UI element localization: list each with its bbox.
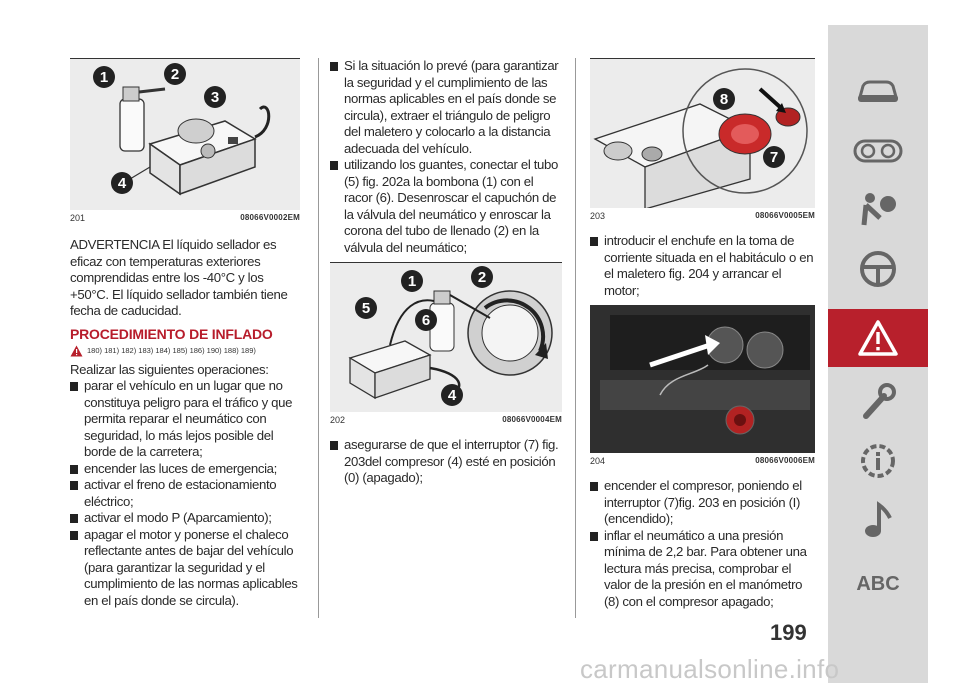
figure-201 xyxy=(70,58,300,210)
sidebar-item-emergency[interactable] xyxy=(828,309,928,367)
list-item: inflar el neumático a una presión mínima de 2,2 bar. Para obtener una lectura más precisa, comprobar el valor de la presión en el manómetro (8) con el compresor apagado; xyxy=(590,528,815,611)
column-1 xyxy=(70,58,300,609)
warning-paragraph: ADVERTENCIA El líquido sellador es eficaz con temperaturas exteriores comprendidas entre los -40°C y los +50°C. El líquido sellador también tiene fecha de caducidad. xyxy=(70,237,288,318)
list-item: asegurarse de que el interruptor (7) fig. 203del compresor (4) esté en posición (0) (apagado); xyxy=(330,437,562,487)
callout-2: 2 xyxy=(477,269,487,286)
callout-8: 8 xyxy=(719,91,729,108)
figure-code: 08066V0005EM xyxy=(755,211,815,220)
sidebar-item-technical[interactable] xyxy=(828,432,928,490)
compressor-switch-illustration xyxy=(590,59,815,208)
page-number: 199 xyxy=(770,620,807,645)
column-3 xyxy=(590,58,815,610)
car-icon xyxy=(855,77,901,107)
figure-caption-204 xyxy=(590,453,815,466)
sidebar-item-maintenance[interactable] xyxy=(828,373,928,431)
music-note-icon xyxy=(860,500,896,540)
callout-4: 4 xyxy=(447,387,457,404)
compressor-illustration xyxy=(70,59,300,210)
list-item: Si la situación lo prevé (para garantizar la seguridad y el cumplimiento de las normas aplicables en el país donde se circula), extraer el triángulo de peligro del maletero y colocarlo a la distancia adecuada del vehículo. xyxy=(330,58,562,157)
figure-number: 203 xyxy=(590,211,606,221)
abc-icon: ABC xyxy=(856,572,900,595)
list-item: encender las luces de emergencia; xyxy=(70,461,300,478)
list-item: utilizando los guantes, conectar el tubo (5) fig. 202a la bombona (1) con el racor (6). Desenroscar el capuchón de la válvula del neumático y enroscar la corona del tubo de llenado (2) en la válvula del neumático; xyxy=(330,157,562,256)
figure-code: 08066V0004EM xyxy=(502,415,562,424)
section-heading: PROCEDIMIENTO DE INFLADO xyxy=(70,325,273,342)
steering-wheel-icon xyxy=(858,249,898,289)
figure-code: 08066V0002EM xyxy=(240,213,300,222)
dashboard-icon xyxy=(853,138,903,164)
callout-5: 5 xyxy=(361,300,371,317)
column-divider xyxy=(575,58,576,618)
list-item: encender el compresor, poniendo el interruptor (7)fig. 203 en posición (I) (encendido); xyxy=(590,478,815,528)
figure-204 xyxy=(590,305,815,453)
reference-numbers: 180) 181) 182) 183) 184) 185) 186) 190) 188) 189) xyxy=(87,346,256,355)
callout-1: 1 xyxy=(99,69,109,86)
list-item: parar el vehículo en un lugar que no constituya peligro para el tráfico y que permita reparar el neumático con seguridad, lo más lejos posible del borde de la carretera; xyxy=(70,378,300,461)
callout-3: 3 xyxy=(210,89,220,106)
column-2 xyxy=(330,58,562,487)
warning-references xyxy=(70,345,300,357)
watermark: carmanualsonline.info xyxy=(580,654,840,683)
list-item: activar el modo P (Aparcamiento); xyxy=(70,510,300,527)
figure-code: 08066V0006EM xyxy=(755,456,815,465)
callout-6: 6 xyxy=(421,312,431,329)
tyre-inflation-illustration xyxy=(330,263,562,412)
power-socket-photo xyxy=(590,305,815,453)
settings-info-icon xyxy=(857,440,899,482)
list-item: activar el freno de estacionamiento eléctrico; xyxy=(70,477,300,510)
figure-202 xyxy=(330,262,562,412)
list-item: apagar el motor y ponerse el chaleco reflectante antes de bajar del vehículo (para garantizar la seguridad y el cumplimiento de las normas aplicables en el país donde se circula). xyxy=(70,527,300,610)
figure-caption-203 xyxy=(590,208,815,221)
list-item: introducir el enchufe en la toma de corriente situada en el habitáculo o en el maletero fig. 204 y arrancar el motor; xyxy=(590,233,815,299)
callout-7: 7 xyxy=(769,149,779,166)
figure-caption-202 xyxy=(330,412,562,425)
sidebar-item-index[interactable] xyxy=(828,555,928,613)
sidebar-item-safety[interactable] xyxy=(828,181,928,239)
chapter-sidebar xyxy=(828,25,928,683)
sidebar-item-car[interactable] xyxy=(828,63,928,121)
sidebar-item-driving[interactable] xyxy=(828,240,928,298)
airbag-icon xyxy=(858,190,898,230)
wrench-icon xyxy=(858,382,898,422)
figure-number: 204 xyxy=(590,456,606,466)
warning-triangle-icon xyxy=(70,345,83,357)
intro-text: Realizar las siguientes operaciones: xyxy=(70,361,269,377)
callout-2: 2 xyxy=(170,66,180,83)
callout-1: 1 xyxy=(407,273,417,290)
figure-number: 201 xyxy=(70,213,86,223)
column-divider xyxy=(318,58,319,618)
sidebar-item-multimedia[interactable] xyxy=(828,491,928,549)
warning-triangle-icon xyxy=(858,320,898,356)
callout-4: 4 xyxy=(117,175,127,192)
figure-203 xyxy=(590,58,815,208)
figure-caption-201 xyxy=(70,210,300,223)
sidebar-item-dashboard[interactable] xyxy=(828,122,928,180)
figure-number: 202 xyxy=(330,415,346,425)
